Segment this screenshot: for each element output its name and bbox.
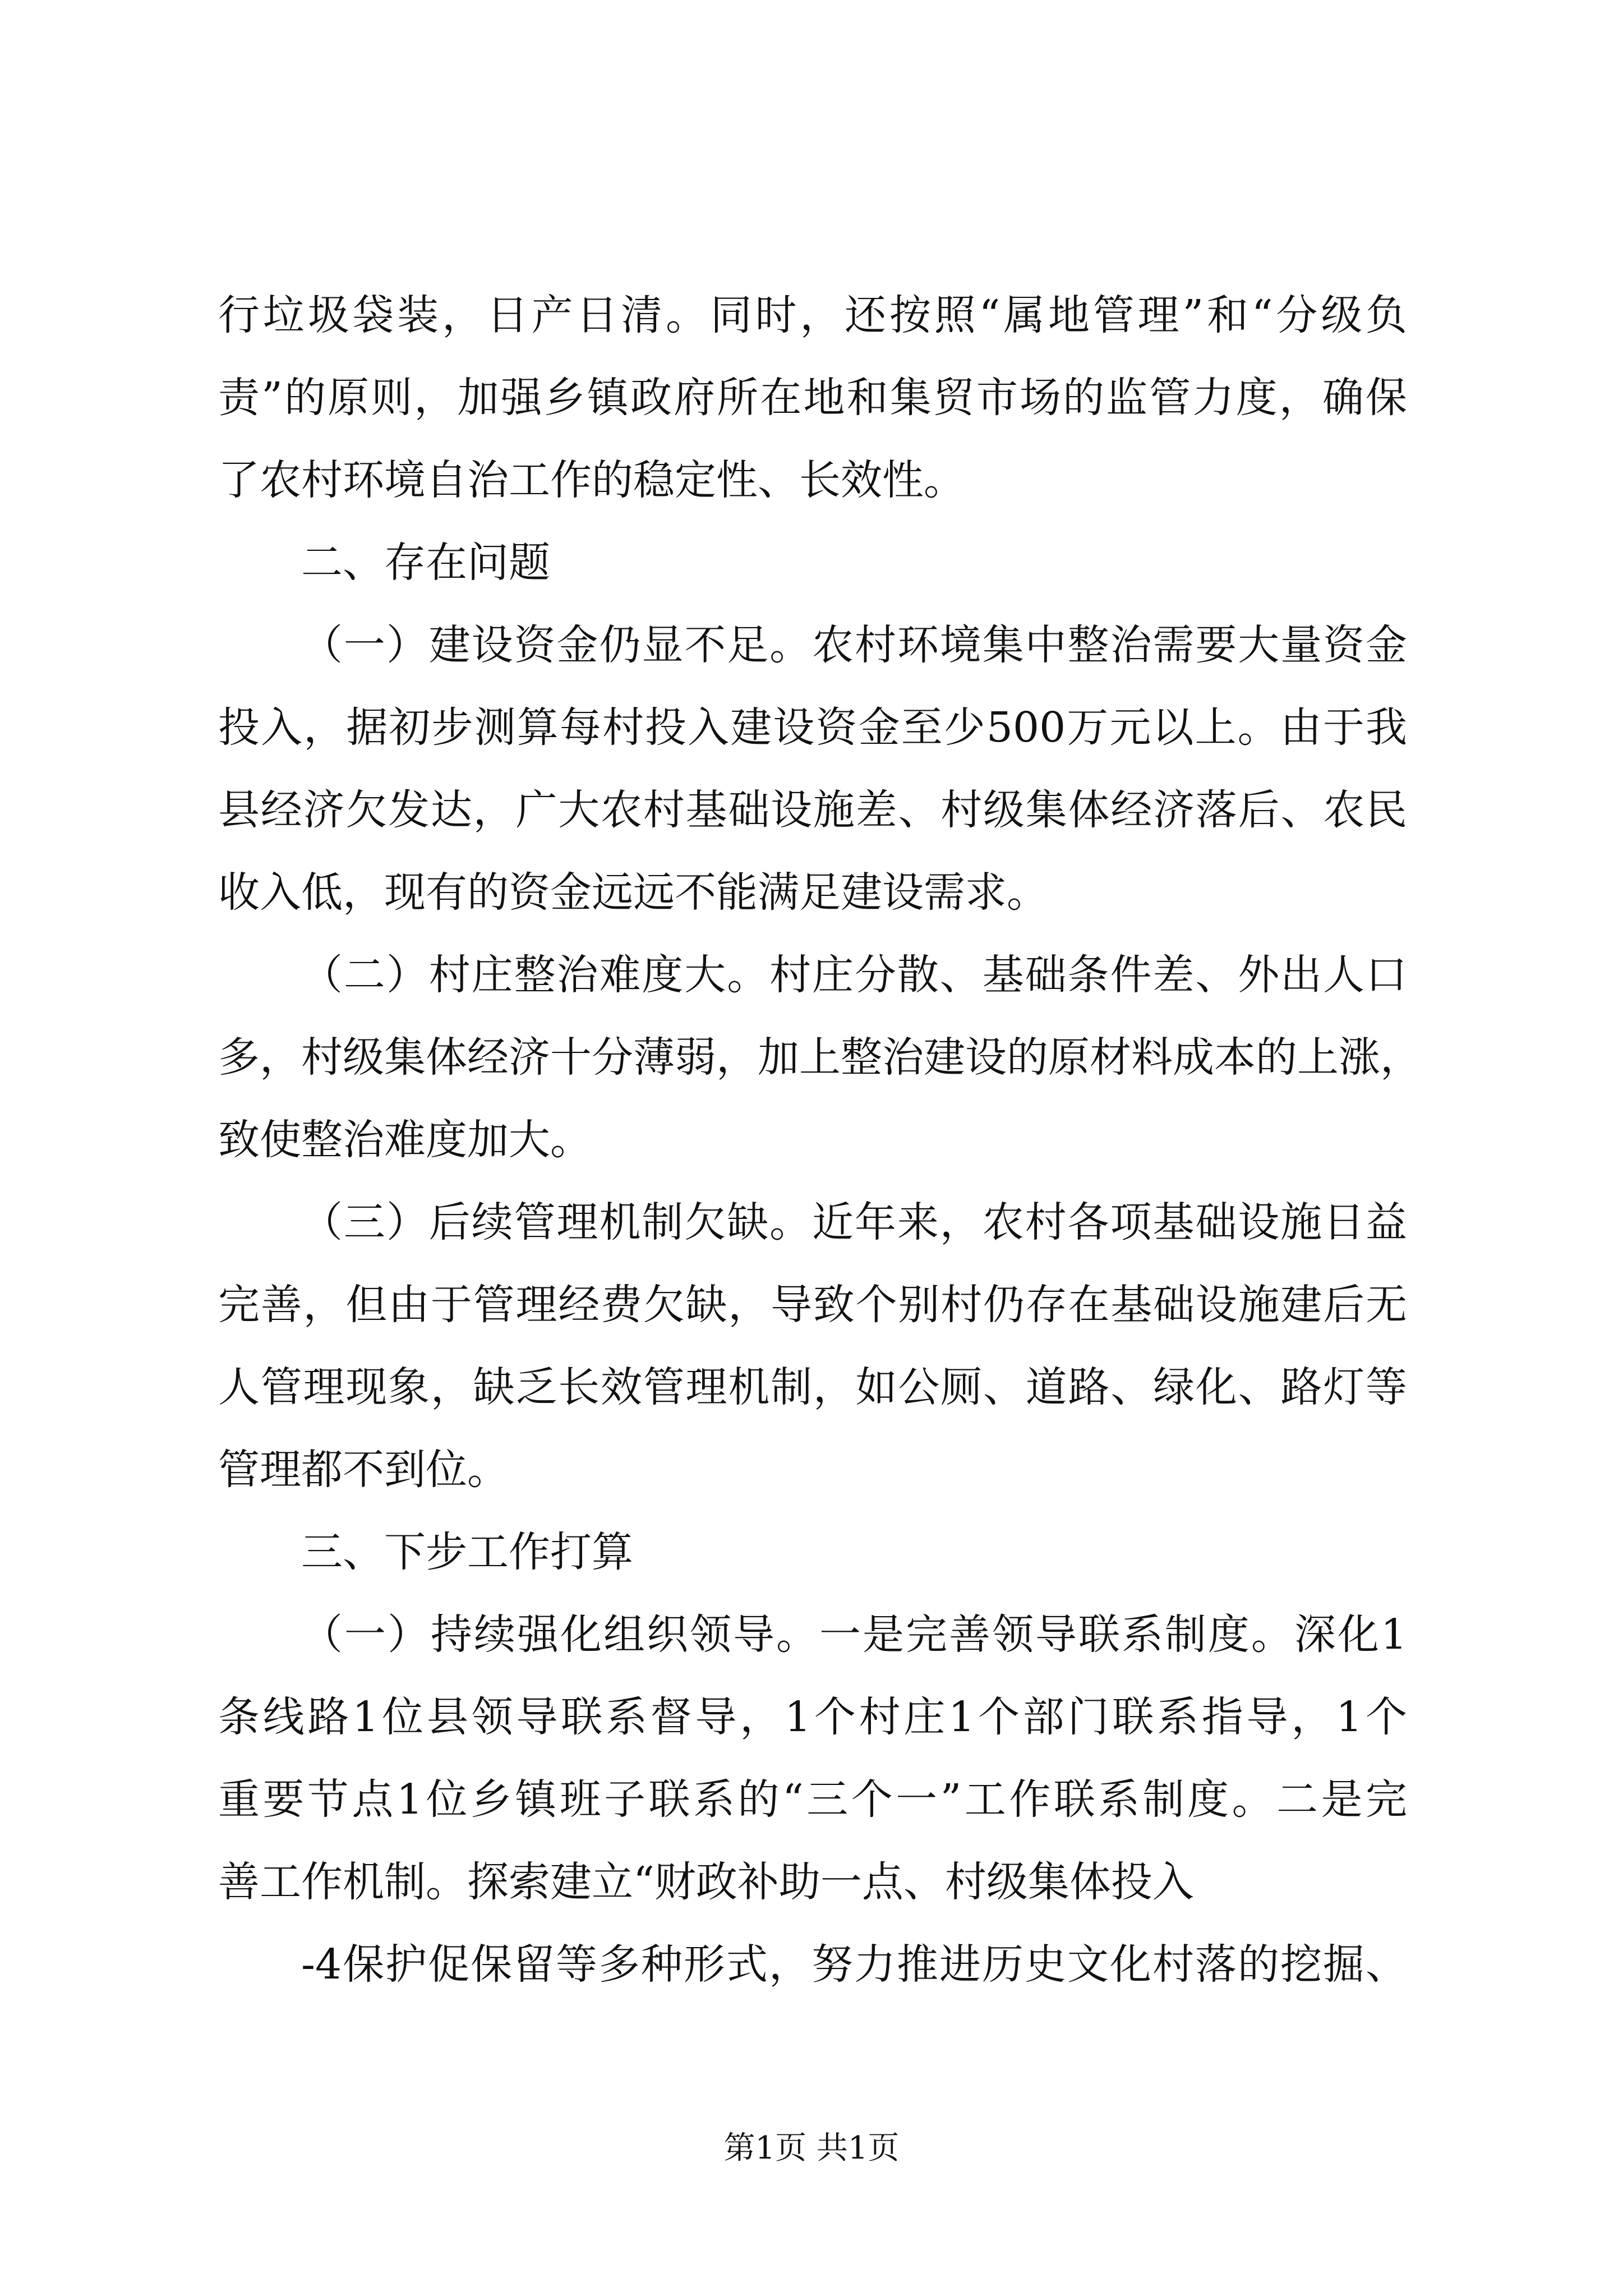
text-line: 完善，但由于管理经费欠缺，导致个别村仍存在基础设施建后无 bbox=[218, 1281, 1407, 1329]
page-footer: 第1页 共1页 bbox=[723, 2130, 900, 2166]
text-line: （一）建设资金仍显不足。农村环境集中整治需要大量资金 bbox=[301, 621, 1407, 669]
text-line: 行垃圾袋装，日产日清。同时，还按照“属地管理”和“分级负 bbox=[218, 291, 1407, 339]
text-line: 收入低，现有的资金远远不能满足建设需求。 bbox=[218, 868, 1048, 917]
text-line: 善工作机制。探索建立“财政补助一点、村级集体投入 bbox=[218, 1858, 1194, 1906]
text-line: 致使整治难度加大。 bbox=[218, 1116, 592, 1164]
text-line: 投入，据初步测算每村投入建设资金至少500万元以上。由于我 bbox=[218, 703, 1407, 752]
text-line: 条线路1位县领导联系督导，1个村庄1个部门联系指导，1个 bbox=[218, 1693, 1407, 1741]
text-line: 重要节点1位乡镇班子联系的“三个一”工作联系制度。二是完 bbox=[218, 1775, 1407, 1824]
text-line: 人管理现象，缺乏长效管理机制，如公厕、道路、绿化、路灯等 bbox=[218, 1363, 1407, 1411]
text-line: （二）村庄整治难度大。村庄分散、基础条件差、外出人口 bbox=[301, 951, 1407, 999]
section-heading: 二、存在问题 bbox=[301, 539, 550, 587]
text-line: （一）持续强化组织领导。一是完善领导联系制度。深化1 bbox=[301, 1611, 1407, 1659]
text-line: 了农村环境自治工作的稳定性、长效性。 bbox=[218, 456, 965, 504]
text-line: -4保护促保留等多种形式，努力推进历史文化村落的挖掘、 bbox=[301, 1940, 1407, 1989]
section-heading: 三、下步工作打算 bbox=[301, 1528, 633, 1576]
text-line: 责”的原则，加强乡镇政府所在地和集贸市场的监管力度，确保 bbox=[218, 374, 1407, 422]
text-line: 管理都不到位。 bbox=[218, 1446, 509, 1494]
text-line: 县经济欠发达，广大农村基础设施差、村级集体经济落后、农民 bbox=[218, 786, 1407, 834]
text-line: 多，村级集体经济十分薄弱，加上整治建设的原材料成本的上涨， bbox=[218, 1033, 1422, 1082]
text-line: （三）后续管理机制欠缺。近年来，农村各项基础设施日益 bbox=[301, 1198, 1407, 1246]
